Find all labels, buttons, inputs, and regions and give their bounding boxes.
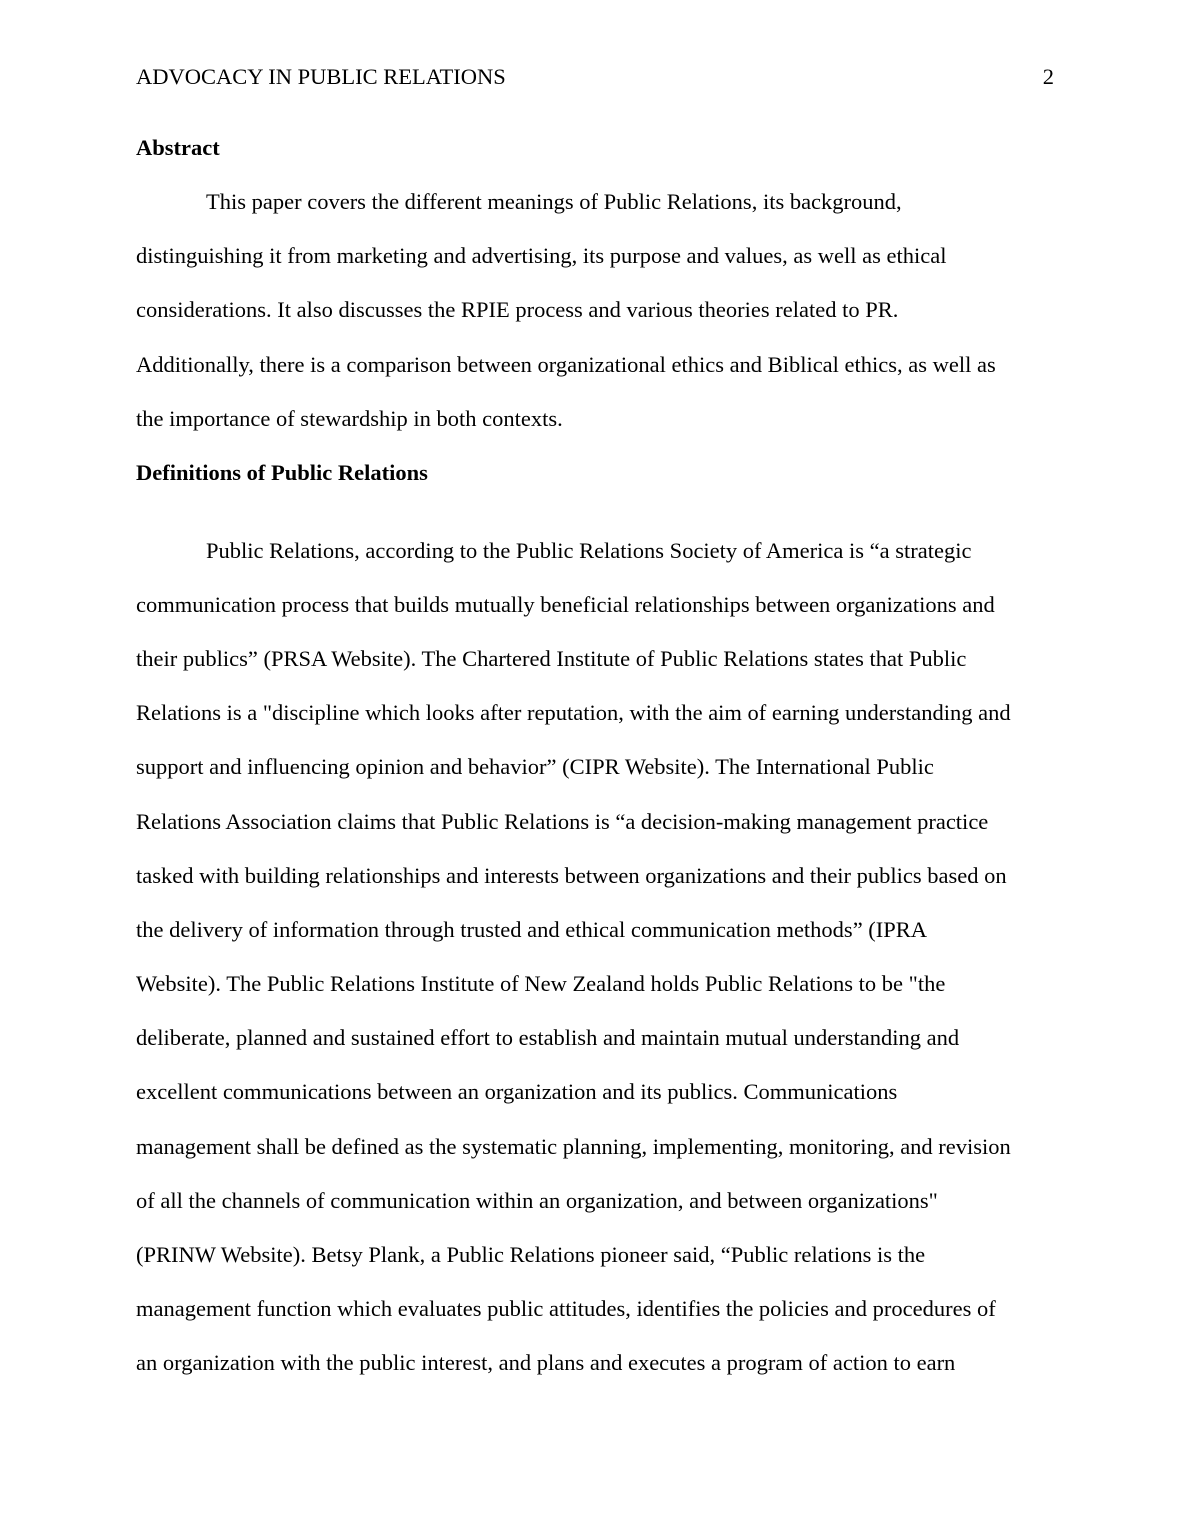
- abstract-line: Additionally, there is a comparison between organizational ethics and Biblical ethics, as well as: [136, 352, 996, 377]
- definitions-line: Public Relations, according to the Public Relations Society of America is “a strategic: [206, 538, 972, 563]
- definitions-line: their publics” (PRSA Website). The Chartered Institute of Public Relations states that Public: [136, 646, 967, 671]
- definitions-line: of all the channels of communication within an organization, and between organizations": [136, 1188, 938, 1213]
- definitions-line: tasked with building relationships and interests between organizations and their publics based on: [136, 863, 1007, 888]
- definitions-line: Website). The Public Relations Institute of New Zealand holds Public Relations to be "the: [136, 971, 946, 996]
- definitions-line: the delivery of information through trusted and ethical communication methods” (IPRA: [136, 917, 928, 942]
- definitions-line: (PRINW Website). Betsy Plank, a Public Relations pioneer said, “Public relations is the: [136, 1242, 926, 1267]
- abstract-line: considerations. It also discusses the RPIE process and various theories related to PR.: [136, 297, 899, 322]
- abstract-line: This paper covers the different meanings of Public Relations, its background,: [206, 189, 902, 214]
- definitions-line: Relations is a "discipline which looks after reputation, with the aim of earning understanding and: [136, 700, 1011, 725]
- definitions-line: Relations Association claims that Public Relations is “a decision-making management practice: [136, 809, 989, 834]
- page-number: 2: [1042, 64, 1054, 89]
- definitions-line: management shall be defined as the systematic planning, implementing, monitoring, and revision: [136, 1134, 1011, 1159]
- definitions-line: an organization with the public interest, and plans and executes a program of action to earn: [136, 1350, 956, 1375]
- abstract-line: distinguishing it from marketing and advertising, its purpose and values, as well as ethical: [136, 243, 947, 268]
- definitions-line: deliberate, planned and sustained effort to establish and maintain mutual understanding and: [136, 1025, 960, 1050]
- definitions-heading: Definitions of Public Relations: [136, 460, 428, 485]
- definitions-line: support and influencing opinion and behavior” (CIPR Website). The International Public: [136, 754, 934, 779]
- running-head-title: ADVOCACY IN PUBLIC RELATIONS: [136, 64, 506, 89]
- definitions-line: management function which evaluates public attitudes, identifies the policies and procedures of: [136, 1296, 996, 1321]
- definitions-line: excellent communications between an organization and its publics. Communications: [136, 1079, 898, 1104]
- abstract-heading: Abstract: [136, 135, 220, 160]
- abstract-line: the importance of stewardship in both contexts.: [136, 406, 563, 431]
- running-head: [136, 62, 1054, 92]
- definitions-line: communication process that builds mutually beneficial relationships between organizations and: [136, 592, 995, 617]
